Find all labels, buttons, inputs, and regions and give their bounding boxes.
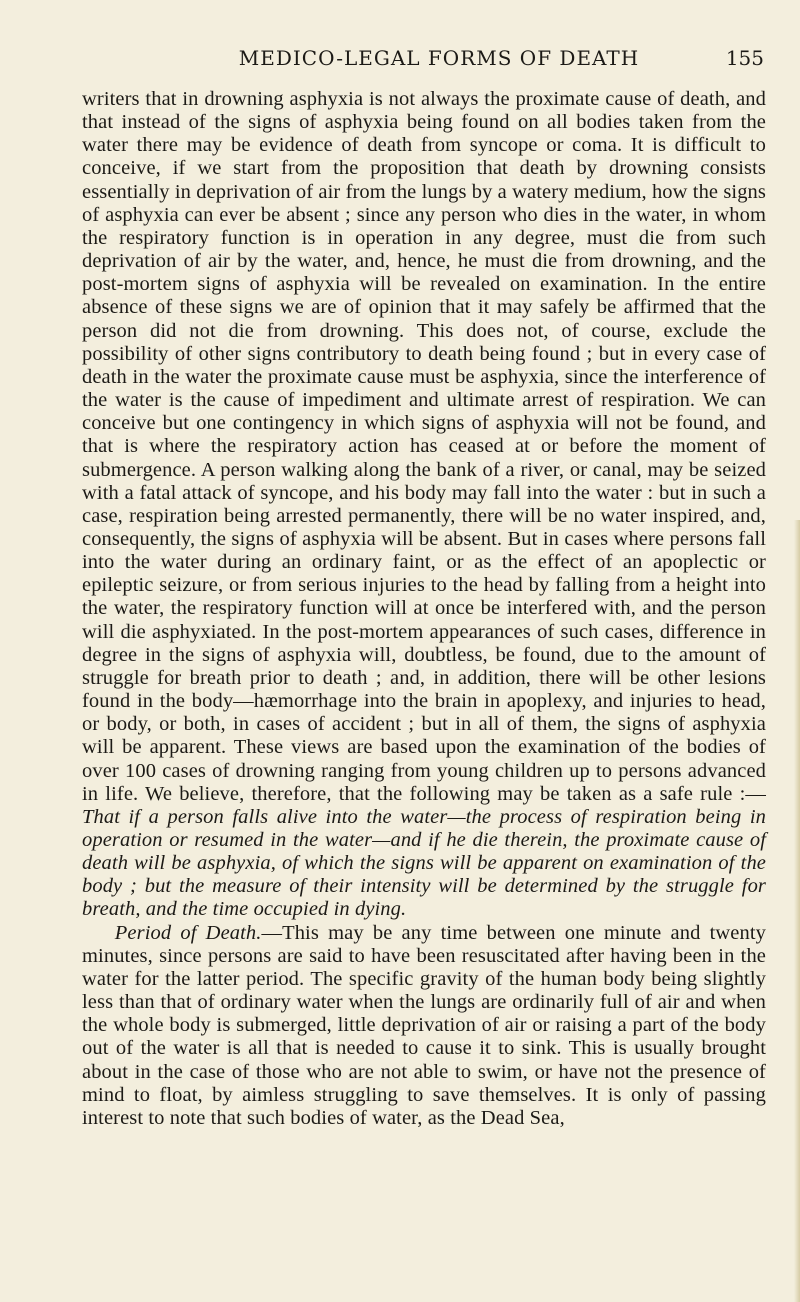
section-heading-period-of-death: Period of Death. — [114, 921, 262, 944]
body-text — [82, 88, 766, 1130]
paragraph-drowning-asphyxia — [82, 88, 766, 922]
paragraph-period-of-death — [82, 922, 766, 1130]
page-number: 155 — [725, 46, 764, 70]
page-edge-shadow — [794, 520, 800, 1302]
running-head — [82, 46, 766, 72]
paragraph-text: —This may be any time between one minute and twenty minutes, since persons are said to have been resuscitated after having been in the water for the latter period. The specific gravity of the human body being slightly less than that of ordinary water when the lungs are ordinarily full of air and when the whole body is submerged, little deprivation of air or raising a part of the body out of the water is all that is needed to cause it to sink. This is usually brought about in the case of those who are not able to swim, or have not the presence of mind to float, by aimless struggling to save themselves. It is only of passing interest to note that such bodies of water, as the Dead Sea, — [82, 921, 766, 1129]
running-title: MEDICO-LEGAL FORMS OF DEATH — [238, 46, 640, 70]
paragraph-text: writers that in drowning asphyxia is not always the proximate cause of death, and that instead of the signs of asphyxia being found on all bodies taken from the water there may be evidence of death from syncope or coma. It is difficult to conceive, if we start from the proposition that death by drowning consists essentially in deprivation of air from the lungs by a watery medium, how the signs of asphyxia can ever be absent ; since any person who dies in the water, in whom the respiratory function is in operation in any degree, must die from such deprivation of air by the water, and, hence, he must die from drowning, and the post-mortem signs of asphyxia will be revealed on examination. In the entire absence of these signs we are of opinion that it may safely be affirmed that the person did not die from drowning. This does not, of course, exclude the possibility of other signs contributory to death being found ; but in every case of death in the water the proximate cause must be asphyxia, since the interference of the water is the cause of impediment and ultimate arrest of respiration. We can conceive but one contingency in which signs of asphyxia will not be found, and that is where the respiratory action has ceased at or before the moment of submergence. A person walking along the bank of a river, or canal, may be seized with a fatal attack of syncope, and his body may fall into the water : but in such a case, respiration being arrested permanently, there will be no water inspired, and, consequently, the signs of asphyxia will be absent. But in cases where persons fall into the water during an ordinary faint, or as the effect of an apoplectic or epileptic seizure, or from serious injuries to the head by falling from a height into the water, the respiratory function will at once be interfered with, and the person will die asphyxiated. In the post-mortem appearances of such cases, difference in degree in the signs of asphyxia will, doubtless, be found, due to the amount of struggle for breath prior to death ; and, in addition, there will be other lesions found in the body—hæmorrhage into the brain in apoplexy, and injuries to head, or body, or both, in cases of accident ; but in all of them, the signs of asphyxia will be apparent. These views are based upon the examination of the bodies of over 100 cases of drowning ranging from young children up to persons advanced in life. We believe, therefore, that the following may be taken as a safe rule :— — [82, 88, 766, 805]
italic-rule-text: That if a person falls alive into the water—the process of respiration being in operation or resumed in the water—and if he die therein, the proximate cause of death will be asphyxia, of which the signs will be apparent on examination of the body ; but the measure of their intensity will be determined by the struggle for breath, and the time occupied in dying. — [82, 805, 766, 921]
